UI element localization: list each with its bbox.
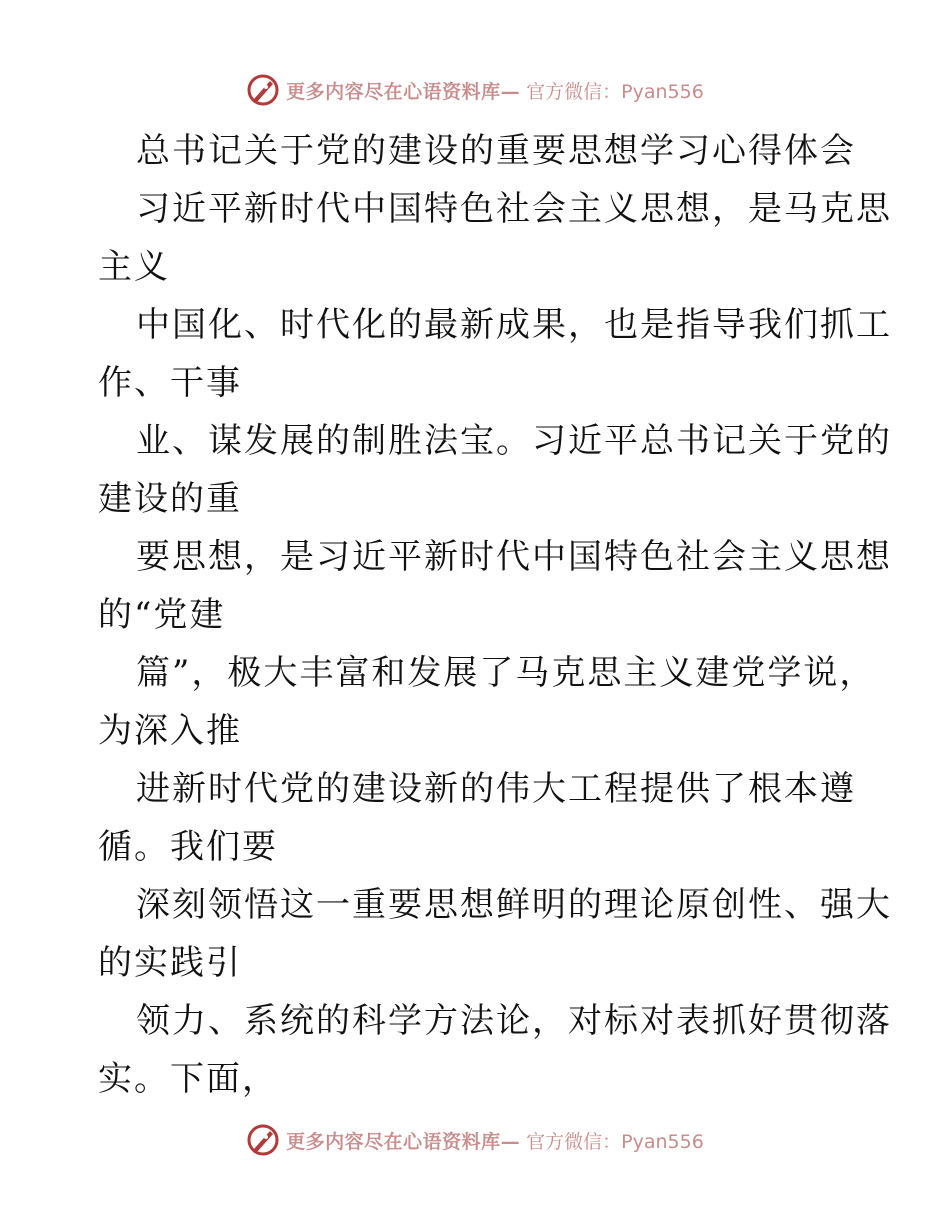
text-line: 中国化、时代化的最新成果，也是指导我们抓工 — [136, 305, 892, 345]
text-line: 进新时代党的建设新的伟大工程提供了根本遵 — [136, 769, 856, 809]
text-line: 的实践引 — [98, 943, 242, 983]
document-title: 总书记关于党的建设的重要思想学习心得体会 — [136, 131, 856, 171]
header-watermark — [0, 70, 950, 110]
text-line: 循。我们要 — [98, 827, 278, 867]
text-line: 业、谋发展的制胜法宝。习近平总书记关于党的 — [136, 421, 892, 461]
text-line: 作、干事 — [98, 363, 242, 403]
text-line: 篇”，极大丰富和发展了马克思主义建党学说， — [136, 653, 876, 693]
text-line: 主义 — [98, 247, 170, 287]
footer-watermark — [0, 1120, 950, 1160]
fountain-pen-logo-icon — [246, 73, 280, 107]
watermark-text: 更多内容尽在心语资料库— — [286, 80, 521, 103]
text-line: 深刻领悟这一重要思想鲜明的理论原创性、强大 — [136, 885, 892, 925]
watermark-handle: 官方微信：Pyan556 — [526, 80, 704, 103]
watermark-text: 更多内容尽在心语资料库— — [286, 1130, 521, 1153]
text-line: 领力、系统的科学方法论，对标对表抓好贯彻落 — [136, 1001, 892, 1041]
text-line: 建设的重 — [98, 479, 242, 519]
text-line: 为深入推 — [98, 711, 242, 751]
document-body — [98, 122, 892, 1108]
text-line: 的“党建 — [98, 595, 226, 635]
text-line: 习近平新时代中国特色社会主义思想，是马克思 — [136, 189, 892, 229]
text-line: 要思想，是习近平新时代中国特色社会主义思想 — [136, 537, 892, 577]
fountain-pen-logo-icon — [246, 1123, 280, 1157]
text-line: 实。下面， — [98, 1059, 278, 1099]
watermark-handle: 官方微信：Pyan556 — [526, 1130, 704, 1153]
